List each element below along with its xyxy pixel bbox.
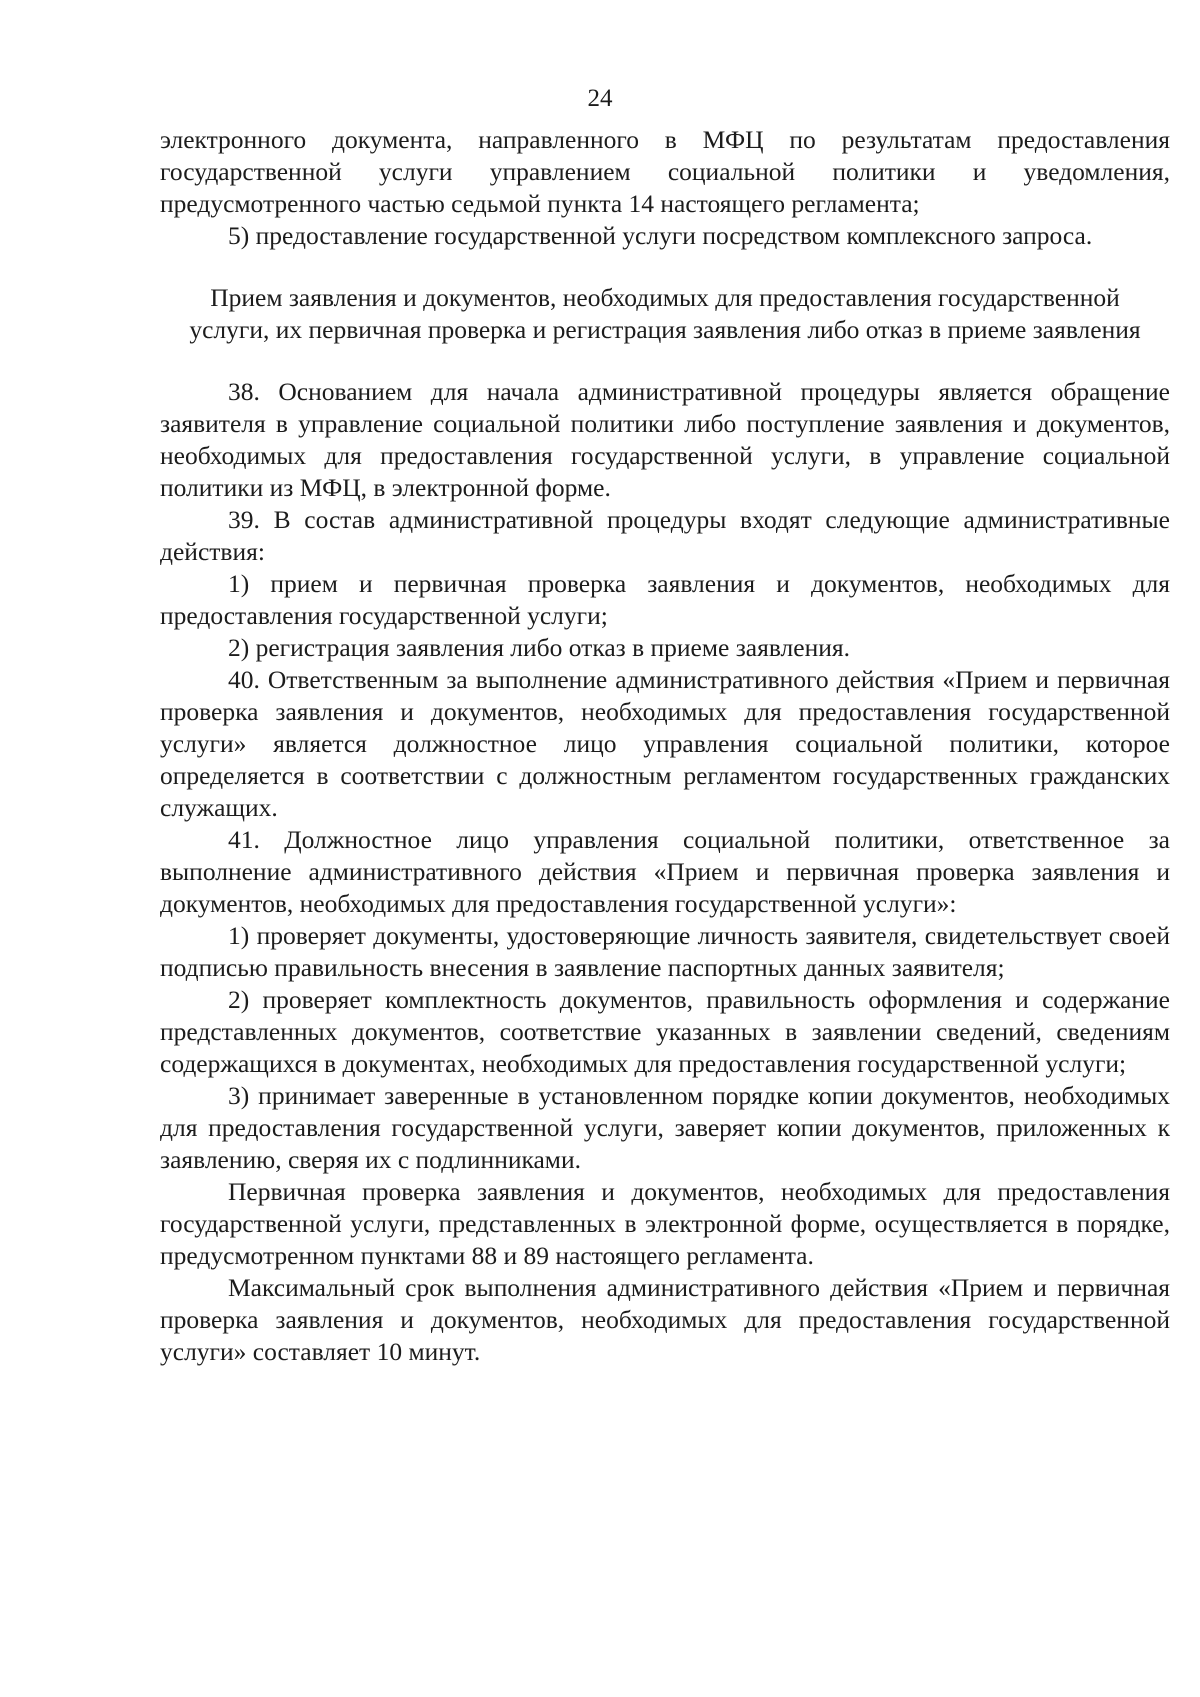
section-heading: Прием заявления и документов, необходимых для предоставления государственной услуги, их первичная проверка и регистрация заявления либо отказ в приеме заявления [189,283,1141,344]
paragraph-41-item-3: 3) принимает заверенные в установленном порядке копии документов, необходимых для предоставления государственной услуги, заверяет копии документов, приложенных к заявлению, сверяя их с подлинниками. [160,1081,1170,1174]
paragraph-item-5: 5) предоставление государственной услуги посредством комплексного запроса. [228,221,1093,250]
paragraph-40: 40. Ответственным за выполнение административного действия «Прием и первичная проверка заявления и документов, необходимых для предоставления государственной услуги» является должностное лицо управления социальной политики, которое определяется в соответствии с должностным регламентом государственных гражданских служащих. [160,665,1170,822]
paragraph-max-time: Максимальный срок выполнения административного действия «Прием и первичная проверка заявления и документов, необходимых для предоставления государственной услуги» составляет 10 минут. [160,1273,1170,1366]
paragraph-continuation: электронного документа, направленного в МФЦ по результатам предоставления государственной услуги управлением социальной политики и уведомления, предусмотренного частью седьмой пункта 14 настоящего регламента; [160,125,1170,218]
paragraph-39-item-2: 2) регистрация заявления либо отказ в приеме заявления. [228,633,850,662]
paragraph-38: 38. Основанием для начала административной процедуры является обращение заявителя в управление социальной политики либо поступление заявления и документов, необходимых для предоставления государственной услуги, в управление социальной политики из МФЦ, в электронной форме. [160,377,1170,502]
paragraph-39: 39. В состав административной процедуры входят следующие административные действия: [160,505,1170,566]
page-number: 24 [587,85,613,112]
document-body [160,124,1170,1368]
paragraph-41-item-2: 2) проверяет комплектность документов, правильность оформления и содержание представленных документов, соответствие указанных в заявлении сведений, сведениям содержащихся в документах, необходимых для предоставления государственной услуги; [160,985,1170,1078]
paragraph-39-item-1: 1) прием и первичная проверка заявления и документов, необходимых для предоставления государственной услуги; [160,569,1170,630]
paragraph-41: 41. Должностное лицо управления социальной политики, ответственное за выполнение административного действия «Прием и первичная проверка заявления и документов, необходимых для предоставления государственной услуги»: [160,825,1170,918]
paragraph-41-item-1: 1) проверяет документы, удостоверяющие личность заявителя, свидетельствует своей подписью правильность внесения в заявление паспортных данных заявителя; [160,921,1170,982]
paragraph-primary-check: Первичная проверка заявления и документов, необходимых для предоставления государственной услуги, представленных в электронной форме, осуществляется в порядке, предусмотренном пунктами 88 и 89 настоящего регламента. [160,1177,1170,1270]
